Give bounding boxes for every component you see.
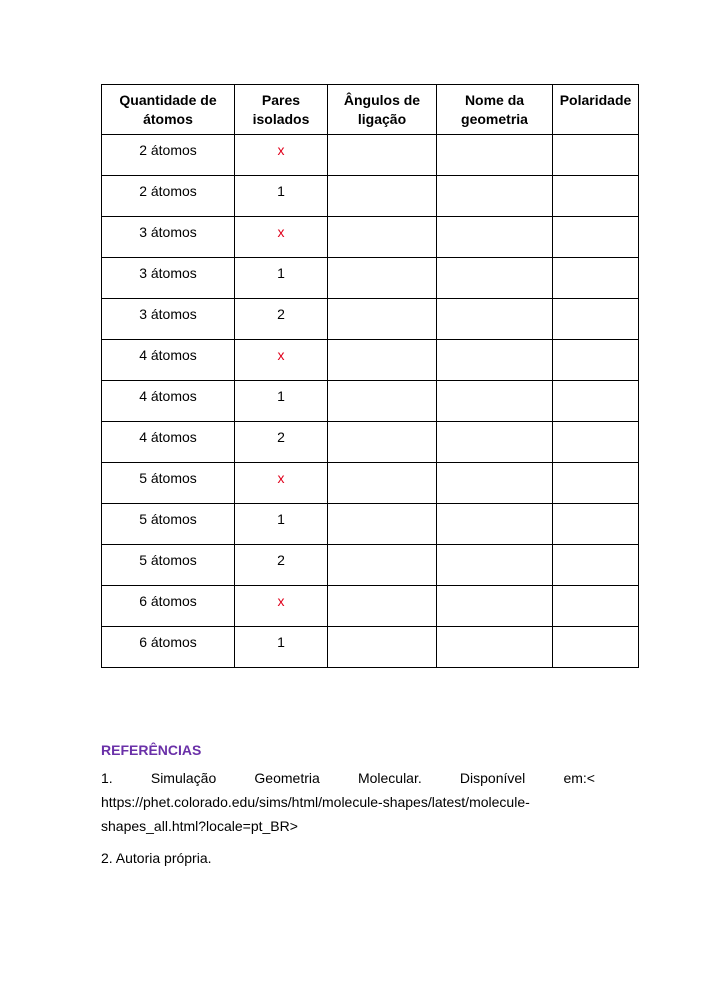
cell-angulos-ligacao[interactable]	[328, 135, 437, 176]
header-pares-isolados: Pares isolados	[235, 85, 328, 135]
cell-pares-isolados: 2	[235, 545, 328, 586]
cell-pares-isolados: x	[235, 586, 328, 627]
cell-quantidade-atomos: 4 átomos	[102, 381, 235, 422]
cell-angulos-ligacao[interactable]	[328, 299, 437, 340]
table-row	[102, 504, 639, 545]
cell-pares-isolados: x	[235, 340, 328, 381]
cell-polaridade[interactable]	[553, 463, 639, 504]
cell-pares-isolados: x	[235, 135, 328, 176]
cell-polaridade[interactable]	[553, 135, 639, 176]
cell-pares-isolados: 2	[235, 422, 328, 463]
cell-quantidade-atomos: 3 átomos	[102, 217, 235, 258]
cell-quantidade-atomos: 3 átomos	[102, 258, 235, 299]
table-body	[102, 135, 639, 668]
cell-polaridade[interactable]	[553, 422, 639, 463]
cell-polaridade[interactable]	[553, 504, 639, 545]
table-row	[102, 545, 639, 586]
table-row	[102, 299, 639, 340]
cell-quantidade-atomos: 6 átomos	[102, 627, 235, 668]
reference-1-url: https://phet.colorado.edu/sims/html/molecule-shapes/latest/molecule-	[101, 794, 530, 810]
cell-nome-geometria[interactable]	[437, 422, 553, 463]
cell-nome-geometria[interactable]	[437, 340, 553, 381]
cell-nome-geometria[interactable]	[437, 627, 553, 668]
cell-angulos-ligacao[interactable]	[328, 545, 437, 586]
table-row	[102, 258, 639, 299]
cell-angulos-ligacao[interactable]	[328, 586, 437, 627]
cell-nome-geometria[interactable]	[437, 217, 553, 258]
table-row	[102, 217, 639, 258]
cell-quantidade-atomos: 5 átomos	[102, 463, 235, 504]
cell-nome-geometria[interactable]	[437, 586, 553, 627]
reference-1-url-end: shapes_all.html?locale=pt_BR>	[101, 818, 298, 834]
cell-nome-geometria[interactable]	[437, 545, 553, 586]
cell-angulos-ligacao[interactable]	[328, 504, 437, 545]
cell-pares-isolados: 1	[235, 627, 328, 668]
reference-2: 2. Autoria própria.	[101, 850, 212, 866]
table-row	[102, 463, 639, 504]
table-row	[102, 176, 639, 217]
cell-polaridade[interactable]	[553, 299, 639, 340]
cell-polaridade[interactable]	[553, 340, 639, 381]
cell-polaridade[interactable]	[553, 627, 639, 668]
cell-angulos-ligacao[interactable]	[328, 381, 437, 422]
cell-polaridade[interactable]	[553, 545, 639, 586]
cell-nome-geometria[interactable]	[437, 381, 553, 422]
header-nome-geometria: Nome da geometria	[437, 85, 553, 135]
cell-polaridade[interactable]	[553, 381, 639, 422]
table-row	[102, 340, 639, 381]
table-header-row	[102, 85, 639, 135]
cell-angulos-ligacao[interactable]	[328, 258, 437, 299]
cell-quantidade-atomos: 5 átomos	[102, 504, 235, 545]
table-row	[102, 135, 639, 176]
cell-polaridade[interactable]	[553, 258, 639, 299]
cell-angulos-ligacao[interactable]	[328, 422, 437, 463]
cell-angulos-ligacao[interactable]	[328, 340, 437, 381]
cell-pares-isolados: 1	[235, 176, 328, 217]
header-polaridade: Polaridade	[553, 85, 639, 135]
cell-pares-isolados: 1	[235, 258, 328, 299]
cell-quantidade-atomos: 5 átomos	[102, 545, 235, 586]
cell-pares-isolados: x	[235, 463, 328, 504]
cell-quantidade-atomos: 4 átomos	[102, 340, 235, 381]
cell-pares-isolados: 1	[235, 381, 328, 422]
cell-polaridade[interactable]	[553, 176, 639, 217]
references-section	[101, 740, 595, 870]
cell-quantidade-atomos: 3 átomos	[102, 299, 235, 340]
cell-quantidade-atomos: 2 átomos	[102, 135, 235, 176]
cell-quantidade-atomos: 6 átomos	[102, 586, 235, 627]
cell-angulos-ligacao[interactable]	[328, 627, 437, 668]
cell-quantidade-atomos: 4 átomos	[102, 422, 235, 463]
reference-1-line-1: 1. Simulação Geometria Molecular. Disponível em:<	[101, 770, 595, 786]
cell-nome-geometria[interactable]	[437, 504, 553, 545]
cell-polaridade[interactable]	[553, 586, 639, 627]
cell-quantidade-atomos: 2 átomos	[102, 176, 235, 217]
cell-polaridade[interactable]	[553, 217, 639, 258]
cell-nome-geometria[interactable]	[437, 176, 553, 217]
cell-nome-geometria[interactable]	[437, 135, 553, 176]
cell-nome-geometria[interactable]	[437, 299, 553, 340]
table-row	[102, 422, 639, 463]
header-angulos-ligacao: Ângulos de ligação	[328, 85, 437, 135]
cell-pares-isolados: 2	[235, 299, 328, 340]
table-row	[102, 381, 639, 422]
table-row	[102, 586, 639, 627]
cell-pares-isolados: x	[235, 217, 328, 258]
cell-nome-geometria[interactable]	[437, 258, 553, 299]
header-quantidade-atomos: Quantidade de átomos	[102, 85, 235, 135]
geometry-table	[101, 84, 639, 668]
cell-pares-isolados: 1	[235, 504, 328, 545]
references-heading: REFERÊNCIAS	[101, 742, 202, 758]
cell-nome-geometria[interactable]	[437, 463, 553, 504]
cell-angulos-ligacao[interactable]	[328, 176, 437, 217]
cell-angulos-ligacao[interactable]	[328, 463, 437, 504]
cell-angulos-ligacao[interactable]	[328, 217, 437, 258]
table-row	[102, 627, 639, 668]
